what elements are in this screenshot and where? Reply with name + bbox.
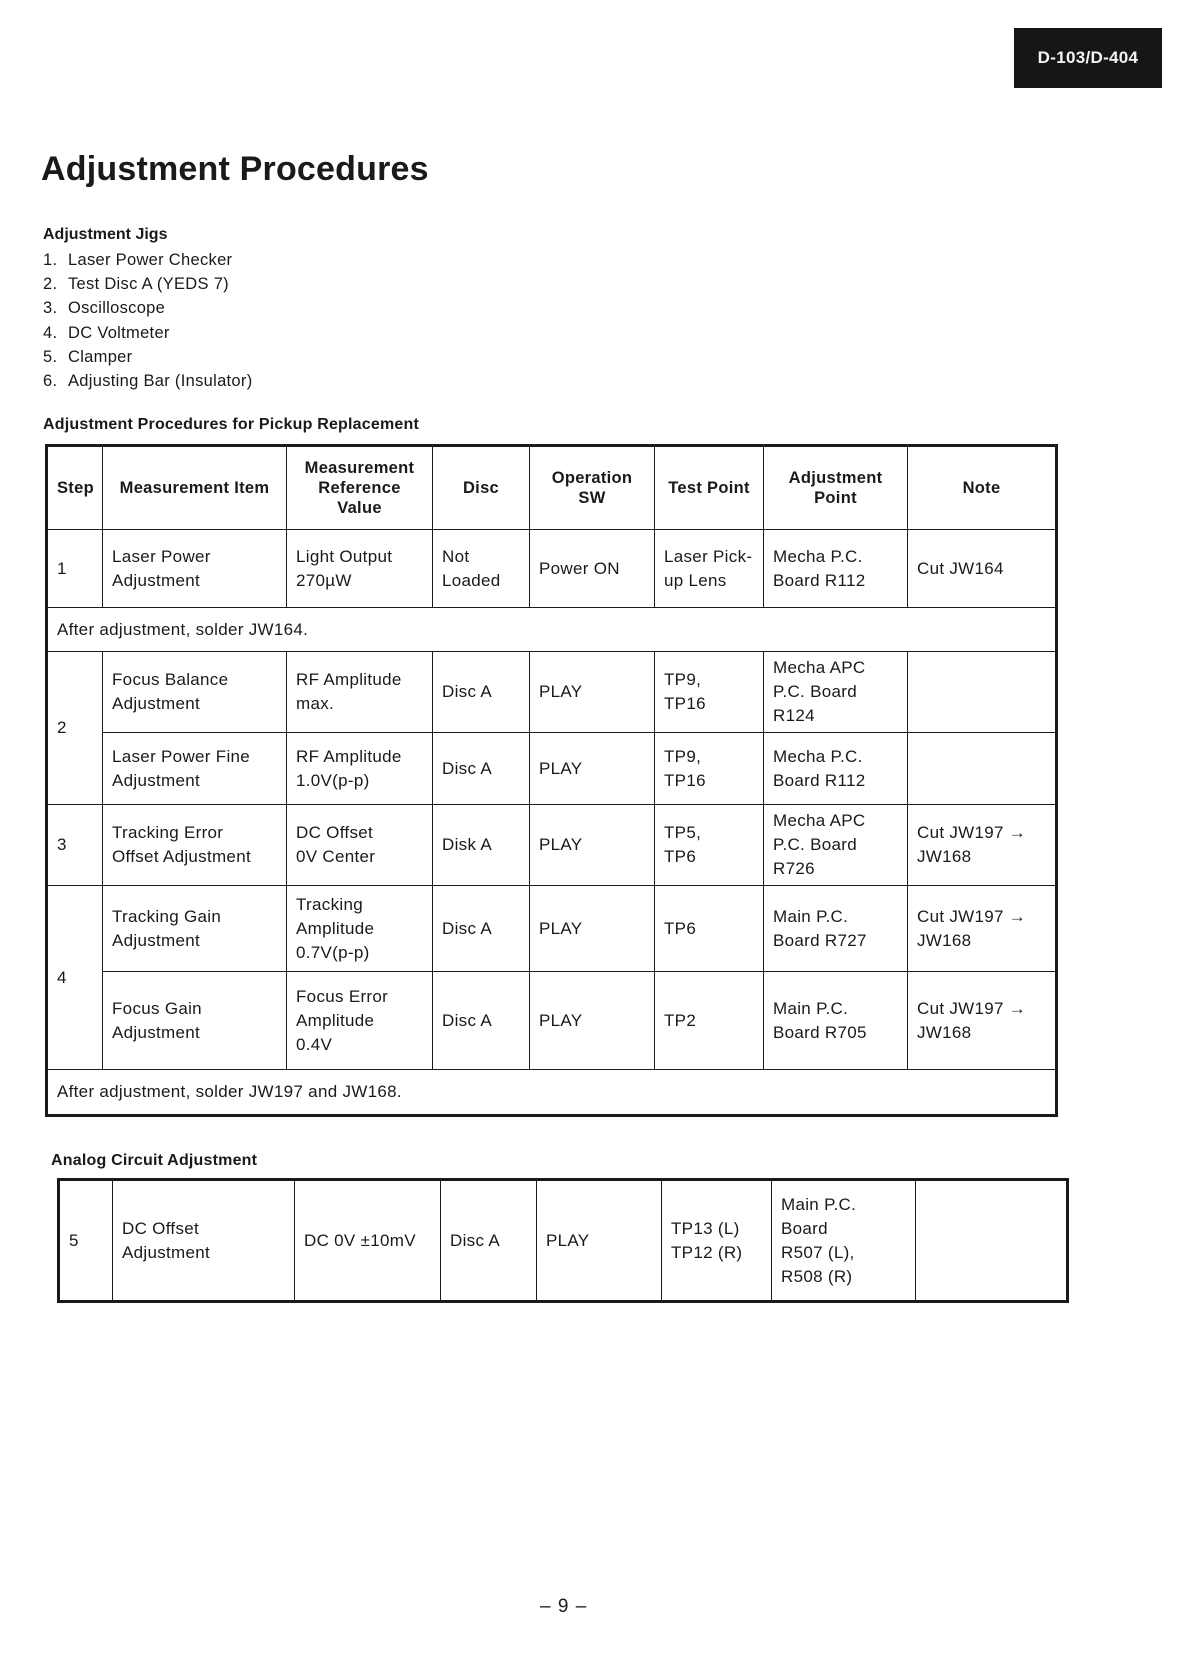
col-header-test-point: Test Point — [655, 446, 764, 530]
operation-sw-cell: PLAY — [530, 972, 655, 1070]
col-header-adjustment-point: Adjustment Point — [764, 446, 908, 530]
test-point-cell: TP9, TP16 — [655, 652, 764, 733]
reference-value-cell: DC Offset 0V Center — [287, 805, 433, 886]
measurement-item-cell: Tracking Gain Adjustment — [103, 886, 287, 972]
table-row — [47, 733, 1057, 805]
reference-value-cell: DC 0V ±10mV — [295, 1180, 441, 1302]
pickup-adjustment-table — [45, 444, 1058, 1117]
jig-item: 6. Adjusting Bar (Insulator) — [43, 372, 253, 391]
disc-cell: Disk A — [433, 805, 530, 886]
after-adjustment-row — [47, 608, 1057, 652]
step-cell: 3 — [47, 805, 103, 886]
jig-item: 5. Clamper — [43, 347, 133, 366]
measurement-item-cell: Focus Gain Adjustment — [103, 972, 287, 1070]
adjustment-jigs-list — [43, 248, 253, 393]
disc-cell: Not Loaded — [433, 530, 530, 608]
step-cell: 4 — [47, 886, 103, 1070]
jig-item: 4. DC Voltmeter — [43, 323, 170, 342]
measurement-item-cell: DC Offset Adjustment — [113, 1180, 295, 1302]
col-header-operation-sw: Operation SW — [530, 446, 655, 530]
operation-sw-cell: PLAY — [530, 886, 655, 972]
disc-cell: Disc A — [433, 972, 530, 1070]
disc-cell: Disc A — [441, 1180, 537, 1302]
adjustment-point-cell: Mecha APC P.C. Board R726 — [764, 805, 908, 886]
reference-value-cell: RF Amplitude max. — [287, 652, 433, 733]
table-row — [47, 530, 1057, 608]
test-point-cell: TP9, TP16 — [655, 733, 764, 805]
after-adjustment-note: After adjustment, solder JW164. — [47, 608, 1057, 652]
operation-sw-cell: PLAY — [537, 1180, 662, 1302]
reference-value-cell: Tracking Amplitude 0.7V(p-p) — [287, 886, 433, 972]
step-cell: 2 — [47, 652, 103, 805]
jig-item: 2. Test Disc A (YEDS 7) — [43, 275, 229, 294]
analog-circuit-heading: Analog Circuit Adjustment — [51, 1152, 258, 1169]
note-cell — [908, 652, 1057, 733]
operation-sw-cell: PLAY — [530, 805, 655, 886]
adjustment-point-cell: Main P.C. Board R705 — [764, 972, 908, 1070]
step-cell: 5 — [59, 1180, 113, 1302]
col-header-measurement-item: Measurement Item — [103, 446, 287, 530]
measurement-item-cell: Focus Balance Adjustment — [103, 652, 287, 733]
reference-value-cell: Focus Error Amplitude 0.4V — [287, 972, 433, 1070]
after-adjustment-row — [47, 1070, 1057, 1116]
table-header-row — [47, 446, 1057, 530]
col-header-note: Note — [908, 446, 1057, 530]
test-point-cell: TP2 — [655, 972, 764, 1070]
col-header-reference-value: Measurement Reference Value — [287, 446, 433, 530]
reference-value-cell: Light Output 270µW — [287, 530, 433, 608]
table-row — [47, 886, 1057, 972]
note-cell: Cut JW197 → JW168 — [908, 805, 1057, 886]
page-number: – 9 – — [540, 1596, 588, 1617]
disc-cell: Disc A — [433, 652, 530, 733]
page-title: Adjustment Procedures — [41, 150, 429, 188]
note-cell — [908, 733, 1057, 805]
col-header-step: Step — [47, 446, 103, 530]
adjustment-point-cell: Main P.C. Board R727 — [764, 886, 908, 972]
jig-item: 1. Laser Power Checker — [43, 251, 233, 269]
analog-adjustment-table — [57, 1178, 1069, 1303]
table-row — [47, 652, 1057, 733]
test-point-cell: TP13 (L) TP12 (R) — [662, 1180, 772, 1302]
note-cell: Cut JW197 → JW168 — [908, 886, 1057, 972]
note-cell: Cut JW197 → JW168 — [908, 972, 1057, 1070]
disc-cell: Disc A — [433, 886, 530, 972]
measurement-item-cell: Laser Power Fine Adjustment — [103, 733, 287, 805]
adjustment-jigs-heading: Adjustment Jigs — [43, 226, 168, 243]
operation-sw-cell: PLAY — [530, 733, 655, 805]
adjustment-point-cell: Mecha P.C. Board R112 — [764, 530, 908, 608]
measurement-item-cell: Tracking Error Offset Adjustment — [103, 805, 287, 886]
operation-sw-cell: Power ON — [530, 530, 655, 608]
note-cell — [916, 1180, 1068, 1302]
after-adjustment-note: After adjustment, solder JW197 and JW168. — [47, 1070, 1057, 1116]
test-point-cell: Laser Pick- up Lens — [655, 530, 764, 608]
jig-item: 3. Oscilloscope — [43, 299, 166, 318]
adjustment-point-cell: Mecha P.C. Board R112 — [764, 733, 908, 805]
model-number-badge: D-103/D-404 — [1014, 28, 1162, 88]
disc-cell: Disc A — [433, 733, 530, 805]
col-header-disc: Disc — [433, 446, 530, 530]
operation-sw-cell: PLAY — [530, 652, 655, 733]
pickup-replacement-heading: Adjustment Procedures for Pickup Replacement — [43, 416, 420, 433]
table-row — [47, 805, 1057, 886]
table-row — [59, 1180, 1068, 1302]
step-cell: 1 — [47, 530, 103, 608]
measurement-item-cell: Laser Power Adjustment — [103, 530, 287, 608]
test-point-cell: TP5, TP6 — [655, 805, 764, 886]
adjustment-point-cell: Main P.C. Board R507 (L), R508 (R) — [772, 1180, 916, 1302]
note-cell: Cut JW164 — [908, 530, 1057, 608]
reference-value-cell: RF Amplitude 1.0V(p-p) — [287, 733, 433, 805]
test-point-cell: TP6 — [655, 886, 764, 972]
table-row — [47, 972, 1057, 1070]
adjustment-point-cell: Mecha APC P.C. Board R124 — [764, 652, 908, 733]
